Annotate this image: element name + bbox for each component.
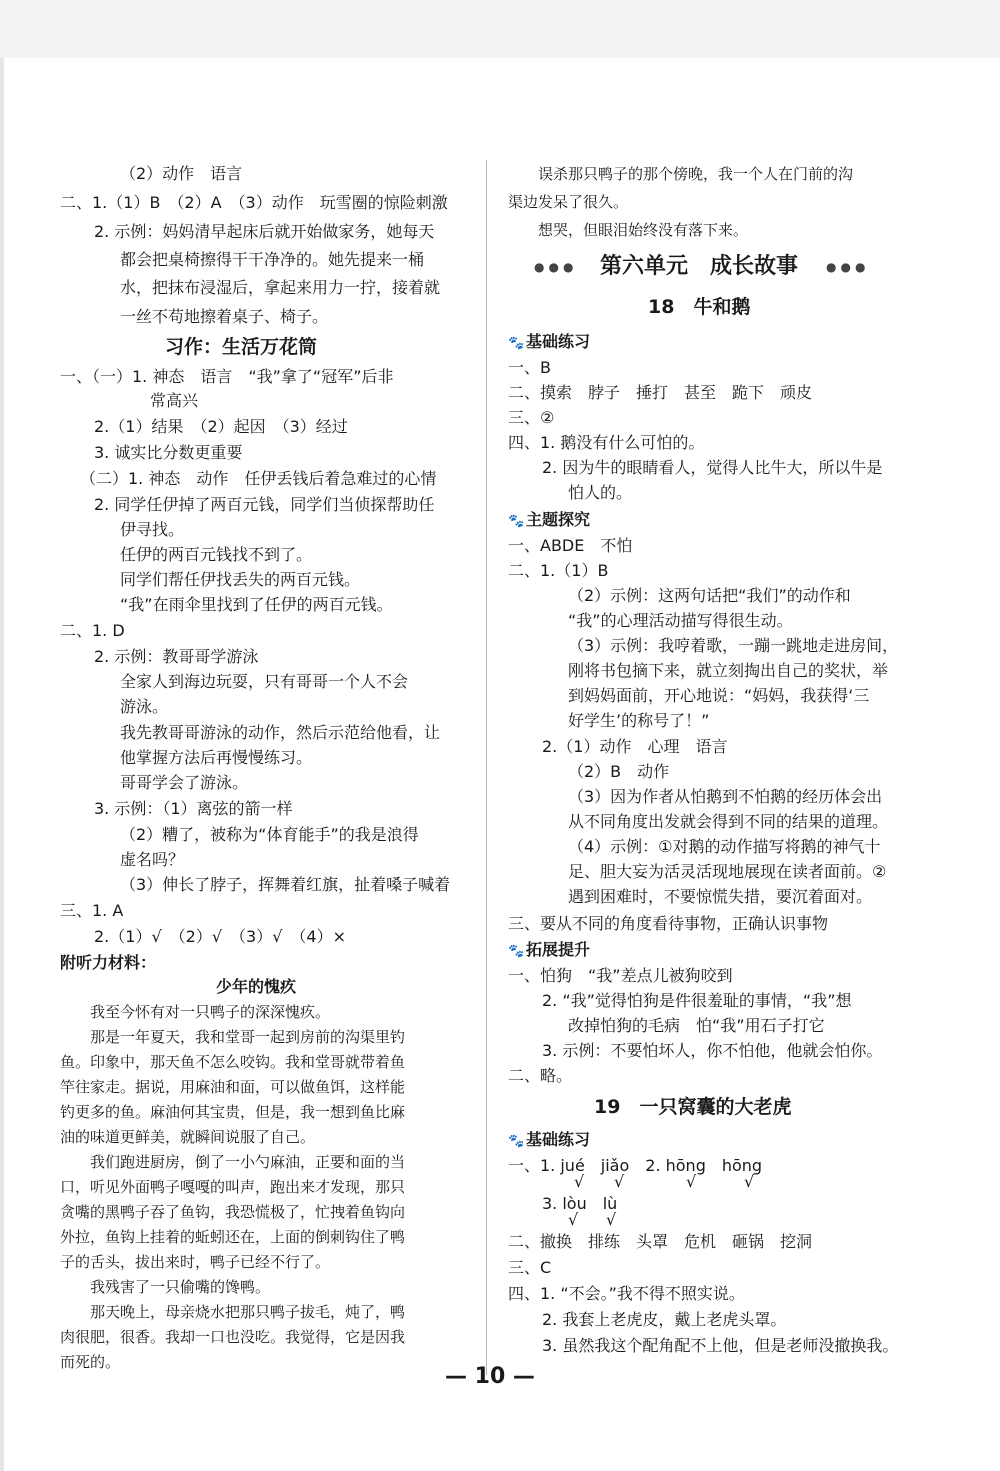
- answer-line: 他掌握方法后再慢慢练习。: [120, 748, 313, 767]
- story-line: 外拉，鱼钩上挂着的蚯蚓还在，上面的倒刺钩住了鸭: [60, 1228, 406, 1246]
- answer-line: 都会把桌椅擦得干干净净的。她先提来一桶: [120, 250, 425, 269]
- answer-line: （3）伸长了脖子，挥舞着红旗，扯着嗓子喊着: [120, 875, 451, 894]
- answer-line: 三、1. A: [60, 901, 124, 920]
- story-line: 我残害了一只偷嘴的馋鸭。: [90, 1278, 271, 1296]
- unit-dots-right: ●●●: [826, 260, 870, 274]
- check-mark: √: [744, 1172, 755, 1191]
- answer-line: 二、摸索 脖子 捶打 甚至 跪下 顽皮: [508, 383, 813, 402]
- answer-line: 好学生’的称号了！”: [568, 711, 710, 730]
- answer-line: 2.（1）动作 心理 语言: [542, 737, 728, 756]
- section-label: 🐾 拓展提升: [508, 940, 590, 962]
- answer-line: 一丝不苟地擦着桌子、椅子。: [120, 307, 329, 326]
- section-label: 🐾 基础练习: [508, 332, 590, 354]
- answer-line: 改掉怕狗的毛病 怕“我”用石子打它: [568, 1016, 825, 1035]
- check-mark: √: [574, 1172, 585, 1191]
- story-line: 竿往家走。据说，用麻油和面，可以做鱼饵，这样能: [60, 1078, 406, 1096]
- story-line: 油的味道更鲜美，就瞬间说服了自己。: [60, 1128, 316, 1146]
- answer-line: “我”在雨伞里找到了任伊的两百元钱。: [120, 595, 393, 614]
- answer-line: 3. lòu lù: [542, 1194, 618, 1213]
- answer-line: 游泳。: [120, 697, 169, 716]
- answer-line: 怕人的。: [568, 483, 633, 502]
- lesson-title: 19 一只窝囊的大老虎: [594, 1096, 792, 1118]
- answer-line: （4）示例：①对鹅的动作描写将鹅的神气十: [568, 837, 881, 856]
- answer-line: 一、B: [508, 358, 551, 377]
- answer-line: 三、要从不同的角度看待事物，正确认识事物: [508, 914, 829, 933]
- answer-line: （2）动作 语言: [120, 164, 243, 183]
- answer-line: 3. 诚实比分数更重要: [94, 443, 243, 462]
- story-line: 我们跑进厨房，倒了一小勺麻油，正要和面的当: [90, 1153, 406, 1171]
- page-number: — 10 —: [445, 1364, 535, 1389]
- answer-line: 刚将书包摘下来，就立刻掏出自己的奖状，举: [568, 661, 889, 680]
- listening-label: 附听力材料：: [60, 953, 157, 972]
- story-line: 我至今怀有对一只鸭子的深深愧疚。: [90, 1003, 331, 1021]
- story-line: 肉很肥，很香。我却一口也没吃。我觉得，它是因我: [60, 1328, 406, 1346]
- answer-line: 伊寻找。: [120, 520, 185, 539]
- answer-line: 四、1. “不会。”我不得不照实说。: [508, 1284, 745, 1303]
- answer-line: （2）B 动作: [568, 762, 670, 781]
- answer-line: 四、1. 鹅没有什么可怕的。: [508, 433, 705, 452]
- answer-line: 虚名吗？: [120, 850, 185, 869]
- scan-top-margin: [0, 0, 1000, 58]
- answer-line: （3）因为作者从怕鹅到不怕鹅的经历体会出: [568, 787, 883, 806]
- paw-icon: 🐾: [508, 336, 525, 351]
- answer-line: 2. 示例：教哥哥学游泳: [94, 647, 259, 666]
- answer-line: 2. 同学任伊掉了两百元钱，同学们当侦探帮助任: [94, 495, 435, 514]
- answer-line: （2）糟了，被称为“体育能手”的我是浪得: [120, 825, 419, 844]
- answer-line: 二、1. D: [60, 621, 125, 640]
- answer-line: 2. 因为牛的眼睛看人，觉得人比牛大，所以牛是: [542, 458, 883, 477]
- answer-line: 遇到困难时，不要惊慌失措，要沉着面对。: [568, 887, 873, 906]
- paw-icon: 🐾: [508, 514, 525, 529]
- answer-line: 一、怕狗 “我”差点儿被狗咬到: [508, 966, 733, 985]
- paw-icon: 🐾: [508, 944, 525, 959]
- answer-line: 2. “我”觉得怕狗是件很羞耻的事情，“我”想: [542, 991, 852, 1010]
- answer-line: 二、略。: [508, 1066, 573, 1085]
- answer-line: 3. 示例：不要怕坏人，你不怕他，他就会怕你。: [542, 1041, 883, 1060]
- answer-line: 足、胆大妄为活灵活现地展现在读者面前。②: [568, 862, 887, 881]
- answer-line: 一、ABDE 不怕: [508, 536, 633, 555]
- story-line: 口，听见外面鸭子嘎嘎的叫声，跑出来才发现，那只: [60, 1178, 406, 1196]
- story-line: 子的舌头，拔出来时，鸭子已经不行了。: [60, 1253, 331, 1271]
- answer-line: 哥哥学会了游泳。: [120, 773, 249, 792]
- answer-line: 2.（1）√ （2）√ （3）√ （4）×: [94, 927, 346, 946]
- section-label: 🐾 主题探究: [508, 510, 590, 532]
- answer-line: 一、（一）1. 神态 语言 “我”拿了“冠军”后非: [60, 367, 394, 386]
- lesson-title: 18 牛和鹅: [648, 296, 751, 318]
- answer-line: 同学们帮任伊找丢失的两百元钱。: [120, 570, 361, 589]
- story-line: 想哭，但眼泪始终没有落下来。: [538, 221, 749, 239]
- answer-line: 二、撤换 排练 头罩 危机 砸锅 挖洞: [508, 1232, 813, 1251]
- answer-line: 二、1.（1）B （2）A （3）动作 玩雪圈的惊险刺激: [60, 193, 448, 212]
- answer-line: 二、1.（1）B: [508, 561, 609, 580]
- check-mark: √: [686, 1172, 697, 1191]
- story-title: 少年的愧疚: [216, 977, 297, 996]
- check-mark: √: [606, 1210, 617, 1229]
- answer-line: 我先教哥哥游泳的动作，然后示范给他看，让: [120, 723, 441, 742]
- answer-line: （二）1. 神态 动作 任伊丢钱后着急难过的心情: [80, 469, 437, 488]
- unit-title: 第六单元 成长故事: [600, 254, 799, 279]
- answer-line: 一、1. jué jiǎo 2. hōng hōng: [508, 1156, 763, 1175]
- unit-dots-left: ●●●: [534, 260, 578, 274]
- story-line: 鱼。印象中，那天鱼不怎么咬钩。我和堂哥就带着鱼: [60, 1053, 406, 1071]
- answer-line: 三、②: [508, 408, 555, 427]
- check-mark: √: [614, 1172, 625, 1191]
- column-divider: [486, 160, 487, 1375]
- answer-line: 常高兴: [150, 391, 199, 410]
- section-heading: 习作：生活万花筒: [165, 336, 318, 358]
- answer-line: 2.（1）结果 （2）起因 （3）经过: [94, 417, 348, 436]
- scan-left-edge: [0, 58, 4, 1471]
- answer-line: 3. 虽然我这个配角配不上他，但是老师没撤换我。: [542, 1336, 899, 1355]
- answer-line: “我”的心理活动描写得很生动。: [568, 611, 793, 630]
- story-line: 那是一年夏天，我和堂哥一起到房前的沟渠里钓: [90, 1028, 406, 1046]
- answer-line: 三、C: [508, 1258, 552, 1277]
- story-line: 渠边发呆了很久。: [508, 193, 629, 211]
- check-mark: √: [568, 1210, 579, 1229]
- answer-line: 全家人到海边玩耍，只有哥哥一个人不会: [120, 672, 409, 691]
- story-line: 钓更多的鱼。麻油何其宝贵，但是，我一想到鱼比麻: [60, 1103, 406, 1121]
- story-line: 贪嘴的黑鸭子吞了鱼钩，我恐慌极了，忙拽着鱼钩向: [60, 1203, 406, 1221]
- section-label: 🐾 基础练习: [508, 1130, 590, 1152]
- story-line: 那天晚上，母亲烧水把那只鸭子拔毛，炖了，鸭: [90, 1303, 406, 1321]
- answer-line: 3. 示例：（1）离弦的箭一样: [94, 799, 293, 818]
- story-line: 而死的。: [60, 1353, 121, 1371]
- paw-icon: 🐾: [508, 1134, 525, 1149]
- answer-line: 从不同角度出发就会得到不同的结果的道理。: [568, 812, 889, 831]
- story-line: 误杀那只鸭子的那个傍晚，我一个人在门前的沟: [538, 165, 854, 183]
- answer-line: （2）示例：这两句话把“我们”的动作和: [568, 586, 851, 605]
- answer-line: 任伊的两百元钱找不到了。: [120, 545, 313, 564]
- answer-line: 2. 示例：妈妈清早起床后就开始做家务，她每天: [94, 222, 435, 241]
- answer-line: （3）示例：我哼着歌，一蹦一跳地走进房间，: [568, 636, 899, 655]
- answer-line: 水，把抹布浸湿后，拿起来用力一拧，接着就: [120, 278, 441, 297]
- answer-line: 到妈妈面前，开心地说：“妈妈，我获得‘三: [568, 686, 870, 705]
- answer-line: 2. 我套上老虎皮，戴上老虎头罩。: [542, 1310, 787, 1329]
